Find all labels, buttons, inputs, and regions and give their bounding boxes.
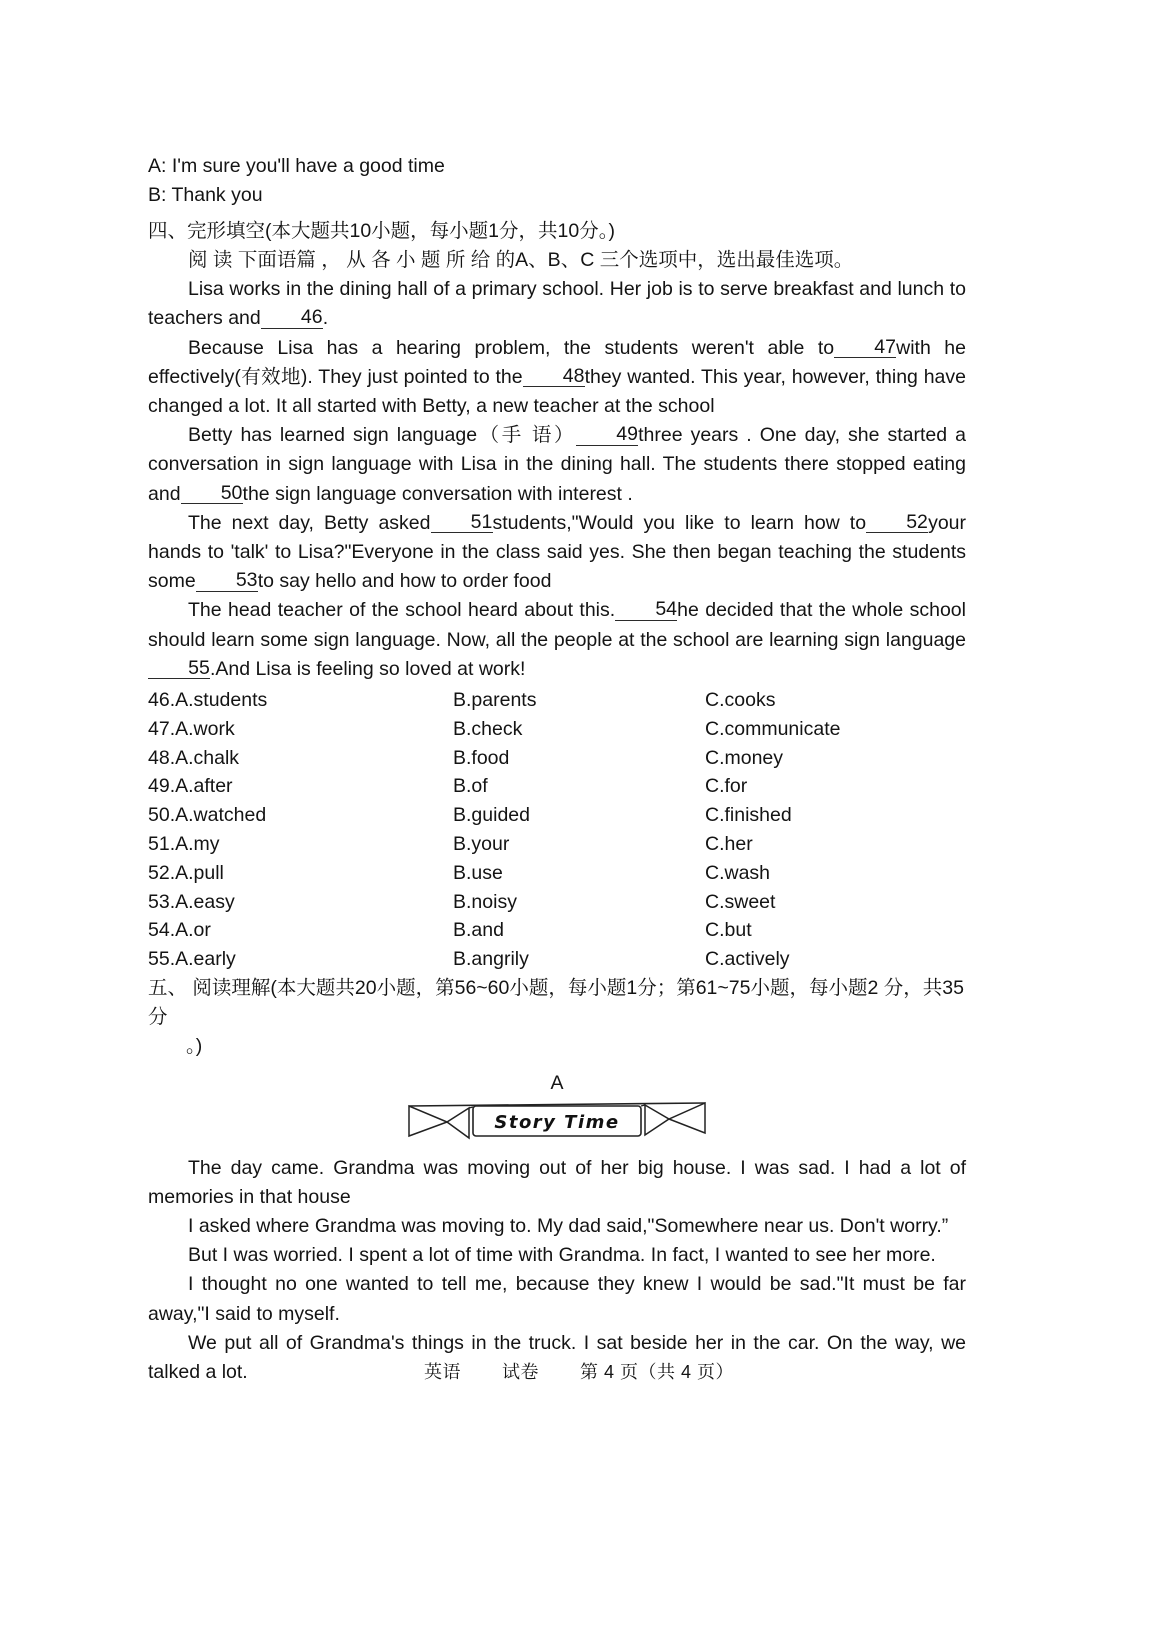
cloze-paragraph-5: [148, 596, 966, 684]
option-row: [148, 744, 966, 773]
option-c[interactable]: C.but: [705, 919, 752, 942]
cloze-paragraph-1: [148, 275, 966, 333]
option-row: [148, 888, 966, 917]
option-a[interactable]: 46.A.students: [148, 689, 268, 712]
cloze-text: to say hello and how to order food: [257, 570, 552, 593]
passage-paragraph-1: The day came. Grandma was moving out of her big house. I was sad. I had a lot of memories in that house: [148, 1156, 966, 1208]
blank-50: 50: [181, 483, 243, 504]
passage-paragraph-4: I thought no one wanted to tell me, because they knew I would be sad."It must be far away,"I said to myself.: [148, 1273, 966, 1325]
blank-54: 54: [615, 599, 677, 620]
cloze-text: with he effectively(有效地). They just pointed to the: [148, 336, 966, 388]
blank-49: 49: [576, 424, 638, 445]
cloze-paragraph-4: [148, 509, 966, 597]
dialogue-line-b: B: Thank you: [148, 184, 263, 206]
section-five-heading-line1: 五、 阅读理解(本大题共20小题，第56~60小题，每小题1分；第61~75小题，每小题2 分，共35分: [148, 977, 964, 1029]
blank-51: 51: [431, 512, 493, 533]
option-c[interactable]: C.cooks: [705, 689, 776, 712]
dialogue-line-a: A: I'm sure you'll have a good time: [148, 155, 445, 177]
option-c[interactable]: C.sweet: [705, 890, 776, 913]
section-five-heading-line2: 。): [186, 1035, 203, 1058]
cloze-text: students,"Would you like to learn how to: [492, 511, 867, 534]
blank-52: 52: [866, 512, 928, 533]
blank-46: 46: [261, 307, 323, 328]
page-footer: [0, 1358, 1158, 1384]
option-row: [148, 830, 966, 859]
footer-doc-type: 试卷: [501, 1362, 539, 1382]
option-c[interactable]: C.wash: [705, 861, 771, 884]
option-b[interactable]: B.and: [453, 919, 504, 942]
cloze-text: three years . One day, she started a conversation in sign language with Lisa in the dining hall. The students there stopped eating and: [148, 424, 966, 505]
blank-48: 48: [523, 366, 585, 387]
option-a[interactable]: 51.A.my: [148, 833, 220, 856]
option-c[interactable]: C.money: [705, 746, 784, 769]
cloze-text: Betty has learned sign language（手 语）: [188, 424, 577, 447]
passage-paragraph-2: I asked where Grandma was moving to. My dad said,"Somewhere near us. Don't worry.”: [188, 1215, 949, 1238]
option-row: [148, 859, 966, 888]
option-b[interactable]: B.your: [453, 833, 510, 856]
cloze-text: .: [322, 307, 329, 330]
blank-55: 55: [148, 658, 210, 679]
blank-53: 53: [196, 570, 258, 591]
cloze-text: .And Lisa is feeling so loved at work!: [210, 657, 526, 680]
option-a[interactable]: 55.A.early: [148, 948, 236, 971]
option-a[interactable]: 48.A.chalk: [148, 746, 240, 769]
option-b[interactable]: B.angrily: [453, 948, 529, 971]
cloze-text: your hands to 'talk' to Lisa?"Everyone in the class said yes. She then began teaching the students some: [148, 511, 966, 593]
passage-paragraph-5: We put all of Grandma's things in the truck. I sat beside her in the car. On the way, we talked a lot.: [148, 1331, 966, 1384]
option-row: [148, 715, 966, 744]
cloze-paragraph-3: [148, 421, 966, 509]
cloze-text: Lisa works in the dining hall of a primary school. Her job is to serve breakfast and lunch to teachers and: [148, 278, 966, 330]
cloze-text: he decided that the whole school should learn some sign language. Now, all the people at the school are learning sign language: [148, 599, 966, 651]
passage-label-a: A: [550, 1071, 564, 1094]
option-row: [148, 801, 966, 830]
option-row: [148, 945, 966, 974]
option-c[interactable]: C.actively: [705, 948, 790, 971]
cloze-text: The head teacher of the school heard about this.: [188, 599, 616, 622]
story-time-banner: [407, 1100, 707, 1148]
option-b[interactable]: B.noisy: [453, 890, 517, 913]
option-a[interactable]: 54.A.or: [148, 919, 211, 942]
cloze-paragraph-2: [148, 334, 966, 422]
page-content: [148, 152, 966, 1387]
blank-47: 47: [834, 337, 896, 358]
option-row: [148, 686, 966, 715]
passage-paragraph-3: But I was worried. I spent a lot of time with Grandma. In fact, I wanted to see her more.: [188, 1244, 936, 1267]
option-c[interactable]: C.for: [705, 775, 748, 798]
banner-label: Story Time: [494, 1111, 620, 1133]
option-c[interactable]: C.finished: [705, 804, 792, 827]
option-b[interactable]: B.of: [453, 775, 488, 798]
section-four-heading: 四、完形填空(本大题共10小题，每小题1分，共10分。): [148, 220, 615, 242]
option-a[interactable]: 47.A.work: [148, 717, 235, 740]
cloze-text: The next day, Betty asked: [188, 511, 431, 534]
cloze-text: the sign language conversation with interest .: [242, 482, 633, 505]
option-a[interactable]: 49.A.after: [148, 775, 233, 798]
option-b[interactable]: B.guided: [453, 804, 530, 827]
option-b[interactable]: B.check: [453, 717, 523, 740]
option-row: [148, 772, 966, 801]
option-c[interactable]: C.her: [705, 833, 753, 856]
option-b[interactable]: B.parents: [453, 689, 537, 712]
option-b[interactable]: B.food: [453, 746, 510, 769]
footer-page-info: 第 4 页（共 4 页）: [580, 1362, 735, 1382]
option-a[interactable]: 52.A.pull: [148, 861, 224, 884]
option-b[interactable]: B.use: [453, 861, 503, 884]
option-a[interactable]: 53.A.easy: [148, 890, 235, 913]
cloze-text: Because Lisa has a hearing problem, the students weren't able to: [188, 336, 835, 359]
option-a[interactable]: 50.A.watched: [148, 804, 267, 827]
cloze-options-list: [148, 686, 966, 974]
option-c[interactable]: C.communicate: [705, 717, 841, 740]
option-row: [148, 916, 966, 945]
section-four-instruction: 阅 读 下面语篇 ， 从 各 小 题 所 给 的A、B、C 三个选项中，选出最佳选项。: [188, 249, 854, 271]
footer-subject: 英语: [423, 1362, 461, 1382]
cloze-text: they wanted. This year, however, thing have changed a lot. It all started with Betty, a new teacher at the school: [148, 365, 966, 418]
